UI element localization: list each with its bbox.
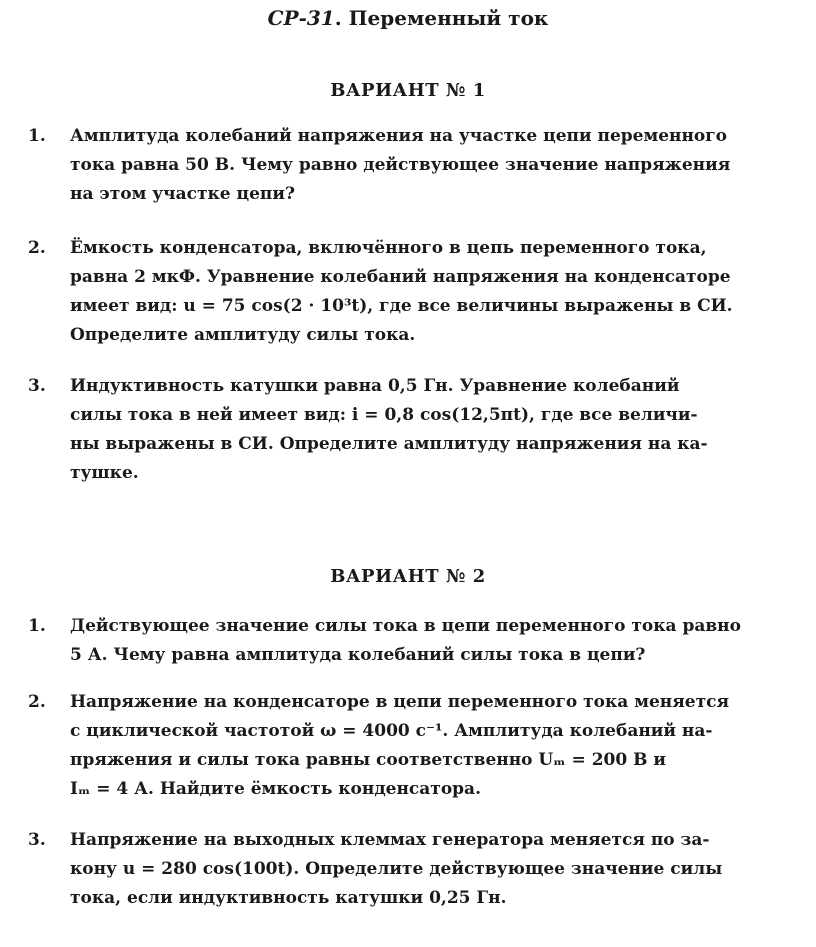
problem-line: Амплитуда колебаний напряжения на участке цепи переменного [70, 126, 728, 146]
problem-line: тушке. [70, 463, 139, 483]
problem-number: 1. [28, 616, 46, 636]
problem-line: тока, если индуктивность катушки 0,25 Гн. [70, 888, 507, 908]
problem-line: пряжения и силы тока равны соответственно Uₘ = 200 В и [70, 750, 667, 770]
problem-text [70, 234, 788, 350]
problem-line: с циклической частотой ω = 4000 с⁻¹. Амплитуда колебаний на- [70, 721, 713, 741]
variant-1-heading: ВАРИАНТ № 1 [330, 80, 486, 101]
problem-number: 2. [28, 692, 46, 712]
problem-line: Ёмкость конденсатора, включённого в цепь переменного тока, [70, 238, 707, 258]
variant-2-problem-3 [28, 826, 788, 913]
problem-number: 3. [28, 830, 46, 850]
variant-1-problem-3 [28, 372, 788, 488]
variant-1-problem-2 [28, 234, 788, 350]
problem-line: Определите амплитуду силы тока. [70, 325, 416, 345]
problem-text [70, 688, 788, 804]
worksheet-title: . Переменный ток [334, 6, 549, 30]
problem-number: 1. [28, 126, 46, 146]
problem-line: Напряжение на конденсаторе в цепи переменного тока меняется [70, 692, 730, 712]
variant-2-heading: ВАРИАНТ № 2 [330, 566, 486, 587]
problem-line: имеет вид: u = 75 cos(2 · 10³t), где все величины выражены в СИ. [70, 296, 733, 316]
variant-2-problem-2 [28, 688, 788, 804]
worksheet-code: СР-31 [267, 6, 335, 30]
problem-number: 2. [28, 238, 46, 258]
variant-1-problem-1 [28, 122, 788, 209]
problem-text [70, 122, 788, 209]
problem-line: равна 2 мкФ. Уравнение колебаний напряжения на конденсаторе [70, 267, 731, 287]
problem-line: силы тока в ней имеет вид: i = 0,8 cos(12,5πt), где все величи- [70, 405, 698, 425]
problem-line: кону u = 280 cos(100t). Определите действующее значение силы [70, 859, 723, 879]
variant-2-problem-1 [28, 612, 788, 670]
problem-line: Iₘ = 4 А. Найдите ёмкость конденсатора. [70, 779, 481, 799]
problem-line: 5 А. Чему равна амплитуда колебаний силы тока в цепи? [70, 645, 646, 665]
problem-text [70, 826, 788, 913]
problem-line: Напряжение на выходных клеммах генератора меняется по за- [70, 830, 710, 850]
problem-line: тока равна 50 В. Чему равно действующее значение напряжения [70, 155, 731, 175]
problem-line: на этом участке цепи? [70, 184, 295, 204]
problem-text [70, 372, 788, 488]
problem-number: 3. [28, 376, 46, 396]
problem-line: Индуктивность катушки равна 0,5 Гн. Уравнение колебаний [70, 376, 680, 396]
problem-text [70, 612, 788, 670]
problem-line: ны выражены в СИ. Определите амплитуду напряжения на ка- [70, 434, 708, 454]
problem-line: Действующее значение силы тока в цепи переменного тока равно [70, 616, 741, 636]
page-title [0, 6, 816, 30]
